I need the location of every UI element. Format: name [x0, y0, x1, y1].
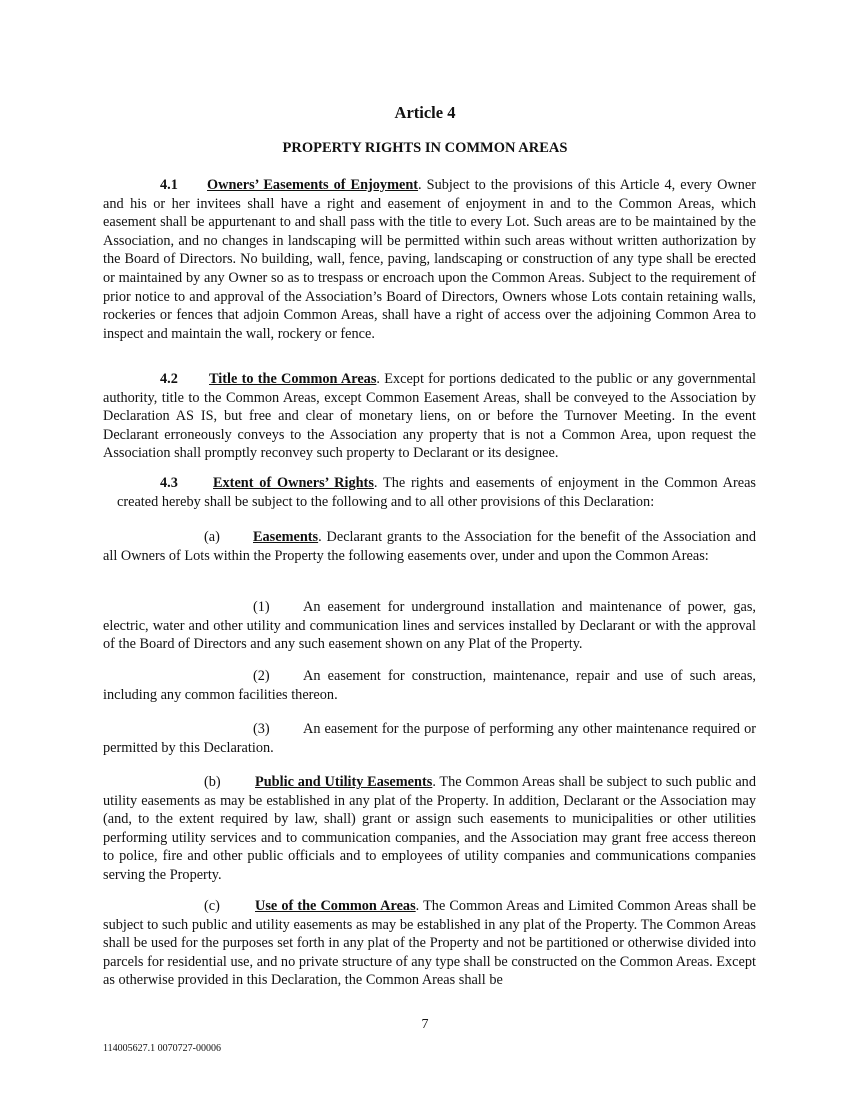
section-body: . Subject to the provisions of this Article 4, every Owner and his or her invitees shall have a right and easement of enjoyment in and to the Common Areas, which easement shall be appurtenant to and shall pass with the title to every Lot. Such areas are to be maintained by the Association, and no changes in landscaping will be permitted within such areas without written authorization by the Board of Directors. No building, wall, fence, paving, landscaping or construction of any type shall be erected or maintained by any Owner so as to trespass or encroach upon the Common Areas. Subject to the requirement of prior notice to and approval of the Association’s Board of Directors, Owners whose Lots contain retaining walls, rockeries or fences that adjoin Common Areas, shall have a right of access over the adjoining Common Area to inspect and maintain the wall, rockery or fence.: [103, 177, 756, 342]
subsection-body: . Declarant grants to the Association for the benefit of the Association and all Owners of Lots within the Property the following easements over, under and upon the Common Areas:: [103, 529, 756, 564]
item-body: An easement for underground installation and maintenance of power, gas, electric, water and other utility and communication lines and services installed by Declarant or with the approval of the Board of Directors and any such easement shown on any Plat of the Property.: [103, 599, 756, 653]
subsection-title: Use of the Common Areas: [255, 898, 416, 914]
subsection-label: (a): [204, 529, 220, 545]
subsection-title: Easements: [253, 529, 319, 545]
section-4-1: [103, 176, 756, 343]
document-id: 114005627.1 0070727-00006: [103, 1043, 221, 1054]
section-number: 4.3: [160, 475, 178, 491]
subsection-label: (c): [204, 898, 220, 914]
item-label: (3): [253, 721, 270, 737]
subsection-b: [103, 773, 756, 885]
section-4-2: [103, 370, 756, 463]
section-body: . Except for portions dedicated to the public or any governmental authority, title to the Common Areas, except Common Easement Areas, shall be conveyed to the Association by Declaration AS IS, but free and clear of monetary liens, on or before the Turnover Meeting. In the event Declarant erroneously conveys to the Association any property that is not a Common Area, upon request the Association shall promptly reconvey such property to Declarant or its designee.: [103, 371, 756, 462]
article-subtitle: PROPERTY RIGHTS IN COMMON AREAS: [282, 140, 568, 156]
section-number: 4.2: [160, 371, 178, 387]
item-label: (1): [253, 599, 270, 615]
item-3: [103, 720, 756, 757]
item-1: [103, 598, 756, 654]
article-title: Article 4: [394, 103, 456, 122]
subsection-body: . The Common Areas and Limited Common Areas shall be subject to such public and utility easements as may be established in any plat of the Property. The Common Areas shall be used for the purposes set forth in any plat of the Property and not be partitioned or otherwise divided into parcels for residential use, and no private structure of any type shall be constructed on the Common Areas. Except as otherwise provided in this Declaration, the Common Areas shall be: [103, 898, 756, 989]
subsection-c: [103, 897, 756, 990]
subsection-a: [103, 528, 756, 565]
subsection-body: . The Common Areas shall be subject to such public and utility easements as may be established in any plat of the Property. In addition, Declarant or the Association may (and, to the extent required by law, shall) grant or assign such easements to municipalities or other utilities performing utility services and to communication companies, and the Association may grant free access thereon to police, fire and other public officials and to employees of utility companies and communications companies serving the Property.: [103, 774, 756, 883]
section-body: . The rights and easements of enjoyment in the Common Areas created hereby shall be subject to the following and to all other provisions of this Declaration:: [117, 475, 756, 510]
item-body: An easement for construction, maintenance, repair and use of such areas, including any common facilities thereon.: [103, 668, 756, 703]
section-4-3: [103, 474, 756, 511]
section-title: Extent of Owners’ Rights: [213, 475, 374, 491]
item-body: An easement for the purpose of performing any other maintenance required or permitted by this Declaration.: [103, 721, 756, 756]
subsection-title: Public and Utility Easements: [255, 774, 433, 790]
item-2: [103, 667, 756, 704]
section-title: Owners’ Easements of Enjoyment: [207, 177, 419, 193]
section-title: Title to the Common Areas: [209, 371, 377, 387]
subsection-label: (b): [204, 774, 221, 790]
page-number: 7: [421, 1017, 429, 1032]
item-label: (2): [253, 668, 270, 684]
section-number: 4.1: [160, 177, 178, 193]
